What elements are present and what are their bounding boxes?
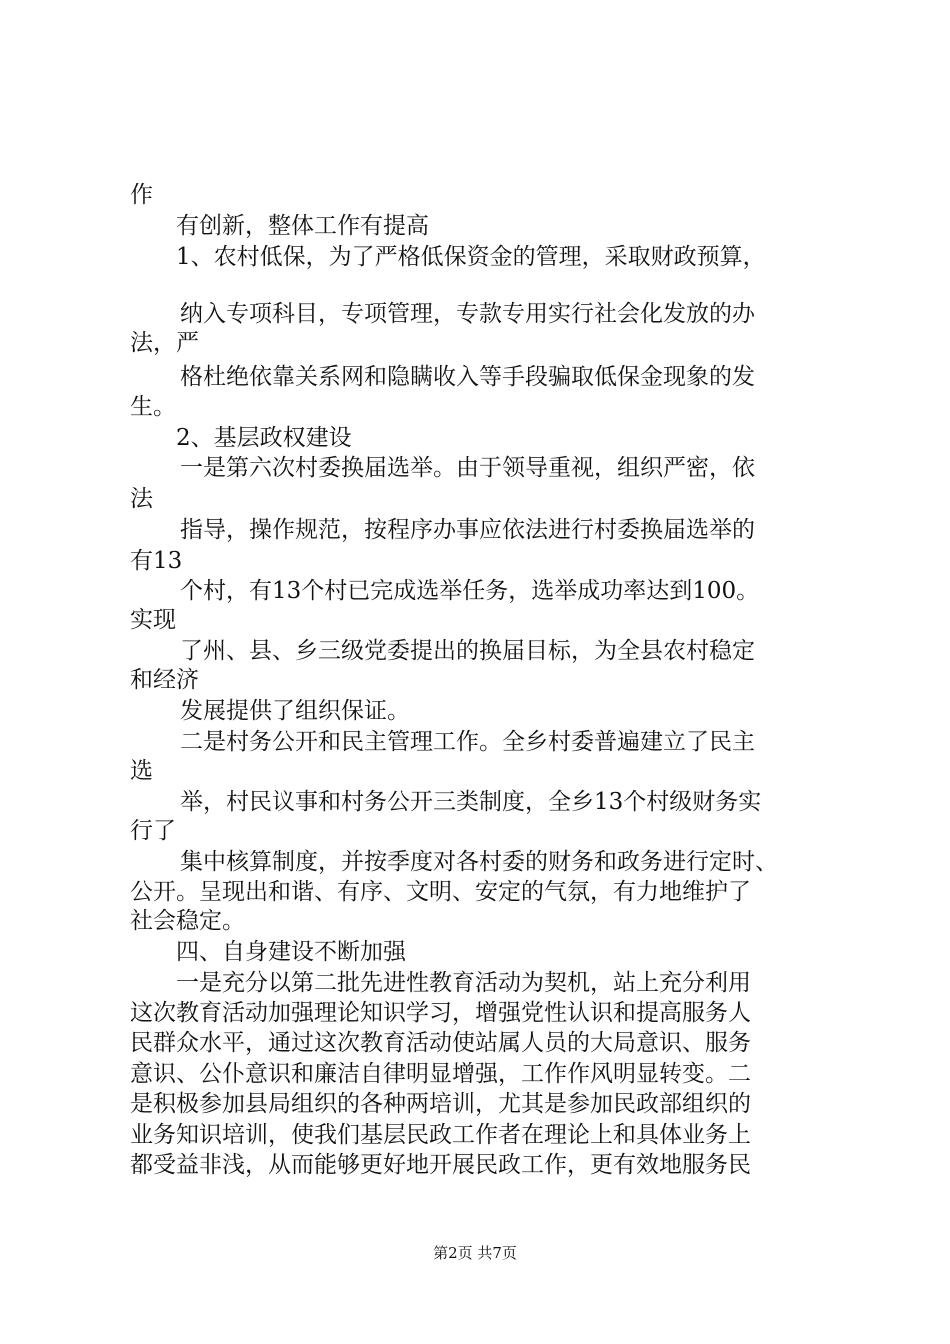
text-line: 民群众水平，通过这次教育活动使站属人员的大局意识、服务 xyxy=(130,1030,751,1056)
text-line: 行了 xyxy=(130,818,176,844)
text-line: 2、基层政权建设 xyxy=(176,425,352,451)
text-line: 发展提供了组织保证。 xyxy=(180,698,410,724)
text-line: 业务知识培训，使我们基层民政工作者在理论上和具体业务上 xyxy=(130,1122,751,1148)
page-footer: 第2页 共7页 xyxy=(433,1244,517,1262)
text-line: 实现 xyxy=(130,607,176,633)
text-line: 有创新，整体工作有提高 xyxy=(176,213,429,239)
text-line: 作 xyxy=(130,182,153,208)
text-line: 都受益非浅，从而能够更好地开展民政工作，更有效地服务民 xyxy=(130,1152,751,1178)
text-line: 集中核算制度，并按季度对各村委的财务和政务进行定时、 xyxy=(180,849,778,875)
text-line: 四、自身建设不断加强 xyxy=(176,939,406,965)
text-line: 和经济 xyxy=(130,667,199,693)
text-line: 意识、公仆意识和廉洁自律明显增强，工作作风明显转变。二 xyxy=(130,1061,751,1087)
text-line: 个村，有13个村已完成选举任务，选举成功率达到100。 xyxy=(180,578,760,604)
text-line: 选 xyxy=(130,758,153,784)
text-line: 是积极参加县局组织的各种两培训，尤其是参加民政部组织的 xyxy=(130,1091,751,1117)
text-line: 社会稳定。 xyxy=(130,908,245,934)
text-line: 了州、县、乡三级党委提出的换届目标，为全县农村稳定 xyxy=(180,638,755,664)
text-line: 一是第六次村委换届选举。由于领导重视，组织严密，依 xyxy=(180,455,755,481)
text-line: 指导，操作规范，按程序办事应依法进行村委换届选举的 xyxy=(180,517,755,543)
text-line: 生。 xyxy=(130,394,176,420)
text-line: 这次教育活动加强理论知识学习，增强党性认识和提高服务人 xyxy=(130,1000,751,1026)
text-line: 格杜绝依靠关系网和隐瞒收入等手段骗取低保金现象的发 xyxy=(180,364,755,390)
text-line: 纳入专项科目，专项管理，专款专用实行社会化发放的办 xyxy=(180,301,755,327)
text-line: 举，村民议事和村务公开三类制度，全乡13个村级财务实 xyxy=(180,789,762,815)
text-line: 法 xyxy=(130,486,153,512)
text-line: 法，严 xyxy=(130,330,199,356)
text-line: 一是充分以第二批先进性教育活动为契机，站上充分利用 xyxy=(176,970,751,996)
text-line: 1、农村低保，为了严格低保资金的管理，采取财政预算， xyxy=(176,244,766,270)
text-line: 公开。呈现出和谐、有序、文明、安定的气氛，有力地维护了 xyxy=(130,879,751,905)
text-line: 有13 xyxy=(130,548,183,574)
text-line: 二是村务公开和民主管理工作。全乡村委普遍建立了民主 xyxy=(180,729,755,755)
